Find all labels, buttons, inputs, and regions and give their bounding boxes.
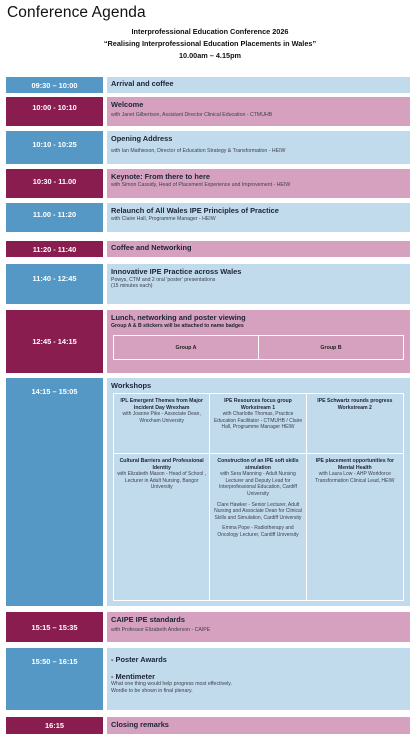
agenda-detail xyxy=(107,77,410,93)
agenda-description: Powys, CTM and 2 oral 'poster' presentations xyxy=(111,276,216,283)
agenda-time: 11:20 - 11:40 xyxy=(6,241,103,257)
agenda-speaker: with Professor Elizabeth Anderson - CAIPE xyxy=(111,626,211,633)
agenda-speaker: with Simon Cassidy, Head of Placement Experience and Improvement - HEIW xyxy=(111,181,291,188)
agenda-detail xyxy=(107,378,410,606)
agenda-title: Coffee and Networking xyxy=(111,243,192,252)
agenda-row-closing xyxy=(6,717,410,734)
agenda-time: 10:30 - 11.00 xyxy=(6,169,103,198)
agenda-title: Lunch, networking and poster viewing xyxy=(111,313,246,322)
workshop-title: IPE placement opportunities for Mental Health xyxy=(315,458,395,471)
workshop-cell xyxy=(210,394,306,454)
agenda-time: 11.00 - 11:20 xyxy=(6,203,103,232)
agenda-detail xyxy=(107,97,410,126)
workshop-title: Cultural Barriers and Professional Identity xyxy=(119,458,204,471)
agenda-title: Arrival and coffee xyxy=(111,79,174,88)
agenda-speaker: with Claire Hall, Programme Manager - HEIW xyxy=(111,215,216,222)
workshop-cell xyxy=(114,454,210,600)
workshop-lead: with Charlotte Thomas, Practice Education Facilitator - CTMUHB / Claire Hall, Programme Manager HEIW xyxy=(213,411,303,431)
workshop-lead: Clare Hawker - Senior Lecturer, Adult Nursing and Associate Dean for Clinical Skills and Simulation, Cardiff University xyxy=(214,501,302,521)
agenda-speaker: with Ian Mathieson, Director of Education Strategy & Transformation - HEIW xyxy=(111,147,286,154)
agenda-detail xyxy=(107,264,410,304)
agenda-title: Relaunch of All Wales IPE Principles of Practice xyxy=(111,206,279,215)
agenda-detail xyxy=(107,203,410,232)
workshop-lead: Emma Pope - Radiotherapy and Oncology Lecturer, Cardiff University xyxy=(217,525,299,538)
workshop-grid xyxy=(113,393,404,601)
agenda-time: 09:30 – 10:00 xyxy=(6,77,103,93)
agenda-row-caipe xyxy=(6,612,410,642)
agenda-time: 12:45 - 14:15 xyxy=(6,310,103,373)
agenda-detail xyxy=(107,310,410,373)
agenda-title: Keynote: From there to here xyxy=(111,172,210,181)
agenda-time: 16:15 xyxy=(6,717,103,734)
agenda-row-arrival xyxy=(6,77,410,93)
conference-name: Interprofessional Education Conference 2026 xyxy=(131,27,289,36)
agenda-time: 10:00 - 10:10 xyxy=(6,97,103,126)
agenda-title: - Mentimeter xyxy=(111,671,155,681)
workshop-title: Construction of an IPE soft skills simulation xyxy=(217,458,299,471)
agenda-title: Opening Address xyxy=(111,134,173,143)
agenda-detail xyxy=(107,717,410,734)
group-table xyxy=(113,335,404,360)
agenda-speaker: with Janet Gilbertson, Assistant Director Clinical Education - CTMUHB xyxy=(111,111,273,118)
agenda-row-keynote xyxy=(6,169,410,198)
agenda-time: 15:50 – 16:15 xyxy=(6,648,103,710)
workshop-cell xyxy=(307,394,403,454)
agenda-title: Workshops xyxy=(111,381,152,390)
workshop-title: IPL Emergent Themes from Major Incident Day Wrexham xyxy=(120,398,203,411)
agenda-row-innovative-ipe xyxy=(6,264,410,304)
workshop-lead: with Laura Low - AHP Workforce Transformation Clinical Lead, HEIW xyxy=(315,471,395,484)
workshop-cell xyxy=(210,454,306,600)
workshop-title: IPE Resources focus group Workstream 1 xyxy=(224,398,292,411)
group-a-cell: Group A xyxy=(175,344,197,351)
agenda-detail xyxy=(107,131,410,164)
agenda-note: Group A & B stickers will be attached to name badges xyxy=(111,322,244,329)
workshop-lead: with Joanne Pike - Associate Dean, Wrexham University xyxy=(122,411,201,424)
agenda-description: (15 minutes each) xyxy=(111,283,153,290)
agenda-row-opening-address xyxy=(6,131,410,164)
agenda-row-coffee xyxy=(6,241,410,257)
agenda-description: What one thing would help progress most effectively. xyxy=(111,681,232,687)
group-b-cell: Group B xyxy=(258,336,403,359)
agenda-detail xyxy=(107,648,410,710)
workshop-cell xyxy=(114,394,210,454)
agenda-title: Welcome xyxy=(111,100,144,109)
workshop-title: IPE Schwartz rounds progress Workstream 2 xyxy=(317,398,393,411)
agenda-description: Wordle to be shown in final plenary. xyxy=(111,687,193,694)
agenda-time: 10:10 - 10:25 xyxy=(6,131,103,164)
agenda-time: 11:40 - 12:45 xyxy=(6,264,103,304)
agenda-row-lunch xyxy=(6,310,410,373)
workshop-cell xyxy=(307,454,403,600)
agenda-row-poster-awards xyxy=(6,648,410,710)
agenda-time: 15:15 – 15:35 xyxy=(6,612,103,642)
agenda-time: 14:15 – 15:05 xyxy=(6,378,103,606)
workshop-lead: with Sera Manning - Adult Nursing Lecturer and Deputy Lead for Interprofessional Education, Cardiff University xyxy=(218,471,297,497)
agenda-row-welcome xyxy=(6,97,410,126)
page-title: Conference Agenda xyxy=(7,4,146,21)
agenda-detail xyxy=(107,241,410,257)
agenda-row-relaunch xyxy=(6,203,410,232)
agenda-title: - Poster Awards xyxy=(111,655,167,664)
agenda-detail xyxy=(107,612,410,642)
agenda-detail xyxy=(107,169,410,198)
agenda-title: Innovative IPE Practice across Wales xyxy=(111,267,242,276)
agenda-title: Closing remarks xyxy=(111,720,169,729)
agenda-title: CAIPE IPE standards xyxy=(111,615,185,624)
conference-theme: “Realising Interprofessional Education Placements in Wales” xyxy=(103,39,317,48)
workshop-lead: with Elizabeth Mason - Head of School , Lecturer in Adult Nursing, Bangor University xyxy=(117,471,206,491)
conference-time-range: 10.00am – 4.15pm xyxy=(178,51,242,60)
agenda-row-workshops xyxy=(6,378,410,606)
